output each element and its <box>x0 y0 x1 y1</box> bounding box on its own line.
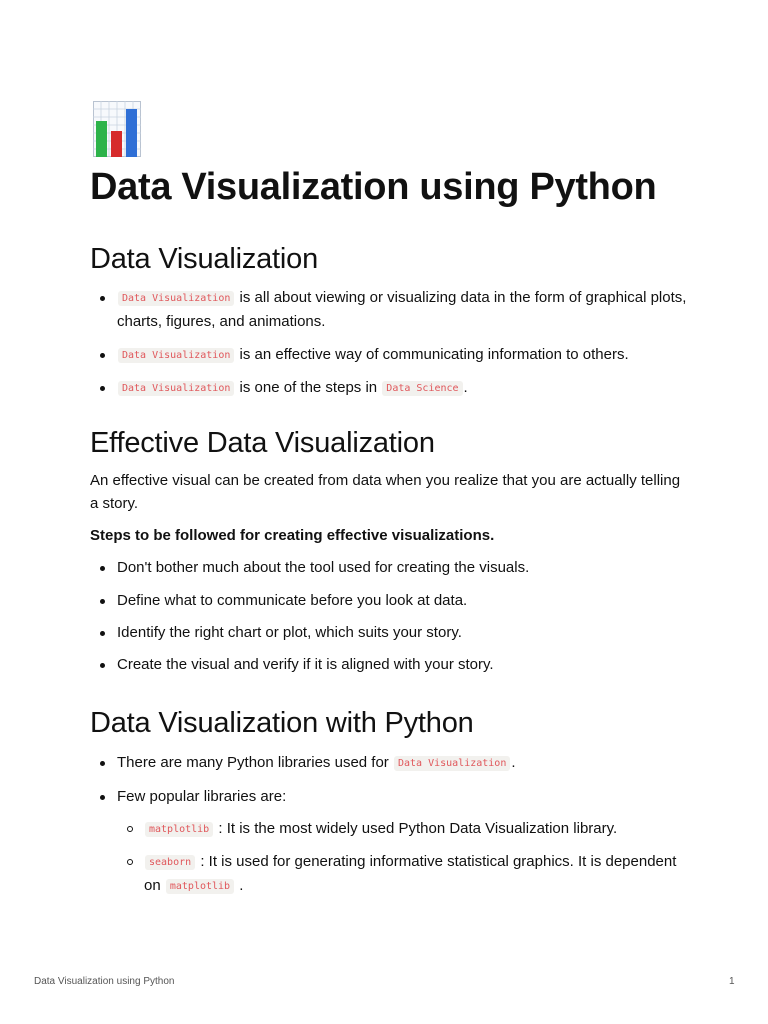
list-item <box>90 286 690 333</box>
inline-code: Data Visualization <box>118 348 234 363</box>
list-item-text: : It is the most widely used Python Data Visualization library. <box>214 820 618 837</box>
section-heading-effective-data-visualization: Effective Data Visualization <box>90 427 435 459</box>
inline-code: Data Visualization <box>394 756 510 771</box>
list-item-text: . <box>235 877 244 894</box>
list-item <box>90 653 690 676</box>
list-item-text: is one of the steps in <box>235 379 382 396</box>
list-item-text: Create the visual and verify if it is aligned with your story. <box>117 656 494 673</box>
emoji-blue-bar <box>126 109 137 157</box>
intro-paragraph: An effective visual can be created from data when you realize that you are actually telling a story. <box>90 472 681 512</box>
list-item-text: . <box>511 754 516 771</box>
list-item <box>90 751 690 775</box>
emoji-red-bar <box>111 131 122 157</box>
emoji-green-bar <box>96 121 107 157</box>
popular-libraries-sublist <box>90 817 690 898</box>
bar-chart-emoji-icon <box>93 101 141 157</box>
inline-code: Data Visualization <box>118 291 234 306</box>
section-heading-data-visualization-with-python: Data Visualization with Python <box>90 707 474 739</box>
list-item-text: Don't bother much about the tool used for creating the visuals. <box>117 559 530 576</box>
inline-code: Data Visualization <box>118 381 234 396</box>
list-item-text: There are many Python libraries used for <box>117 754 393 771</box>
footer-page-number: 1 <box>729 976 735 987</box>
python-libraries-list <box>90 751 690 808</box>
steps-title: Steps to be followed for creating effective visualizations. <box>90 527 495 544</box>
steps-list <box>90 556 690 676</box>
section-heading-data-visualization: Data Visualization <box>90 243 319 275</box>
page-title: Data Visualization using Python <box>90 166 657 208</box>
list-item <box>90 621 690 644</box>
sublist-item <box>90 817 690 841</box>
data-visualization-list <box>90 286 690 400</box>
inline-code: matplotlib <box>145 822 213 837</box>
inline-code: Data Science <box>382 381 462 396</box>
inline-code: seaborn <box>145 855 195 870</box>
list-item <box>90 785 690 808</box>
list-item <box>90 343 690 367</box>
list-item-text: . <box>463 379 468 396</box>
list-item-text: is all about viewing or visualizing data in the form of graphical plots, charts, figures, and animations. <box>117 289 687 330</box>
list-item-text: Few popular libraries are: <box>117 788 287 805</box>
list-item-text: Define what to communicate before you look at data. <box>117 592 468 609</box>
list-item <box>90 589 690 612</box>
inline-code: matplotlib <box>166 879 234 894</box>
list-item-text: : It is used for generating informative statistical graphics. It is dependent on <box>144 853 677 894</box>
list-item-text: Identify the right chart or plot, which suits your story. <box>117 624 462 641</box>
list-item <box>90 556 690 579</box>
list-item-text: is an effective way of communicating information to others. <box>235 346 629 363</box>
list-item <box>90 376 690 400</box>
sublist-item <box>90 850 690 898</box>
footer-document-title: Data Visualization using Python <box>34 976 175 987</box>
